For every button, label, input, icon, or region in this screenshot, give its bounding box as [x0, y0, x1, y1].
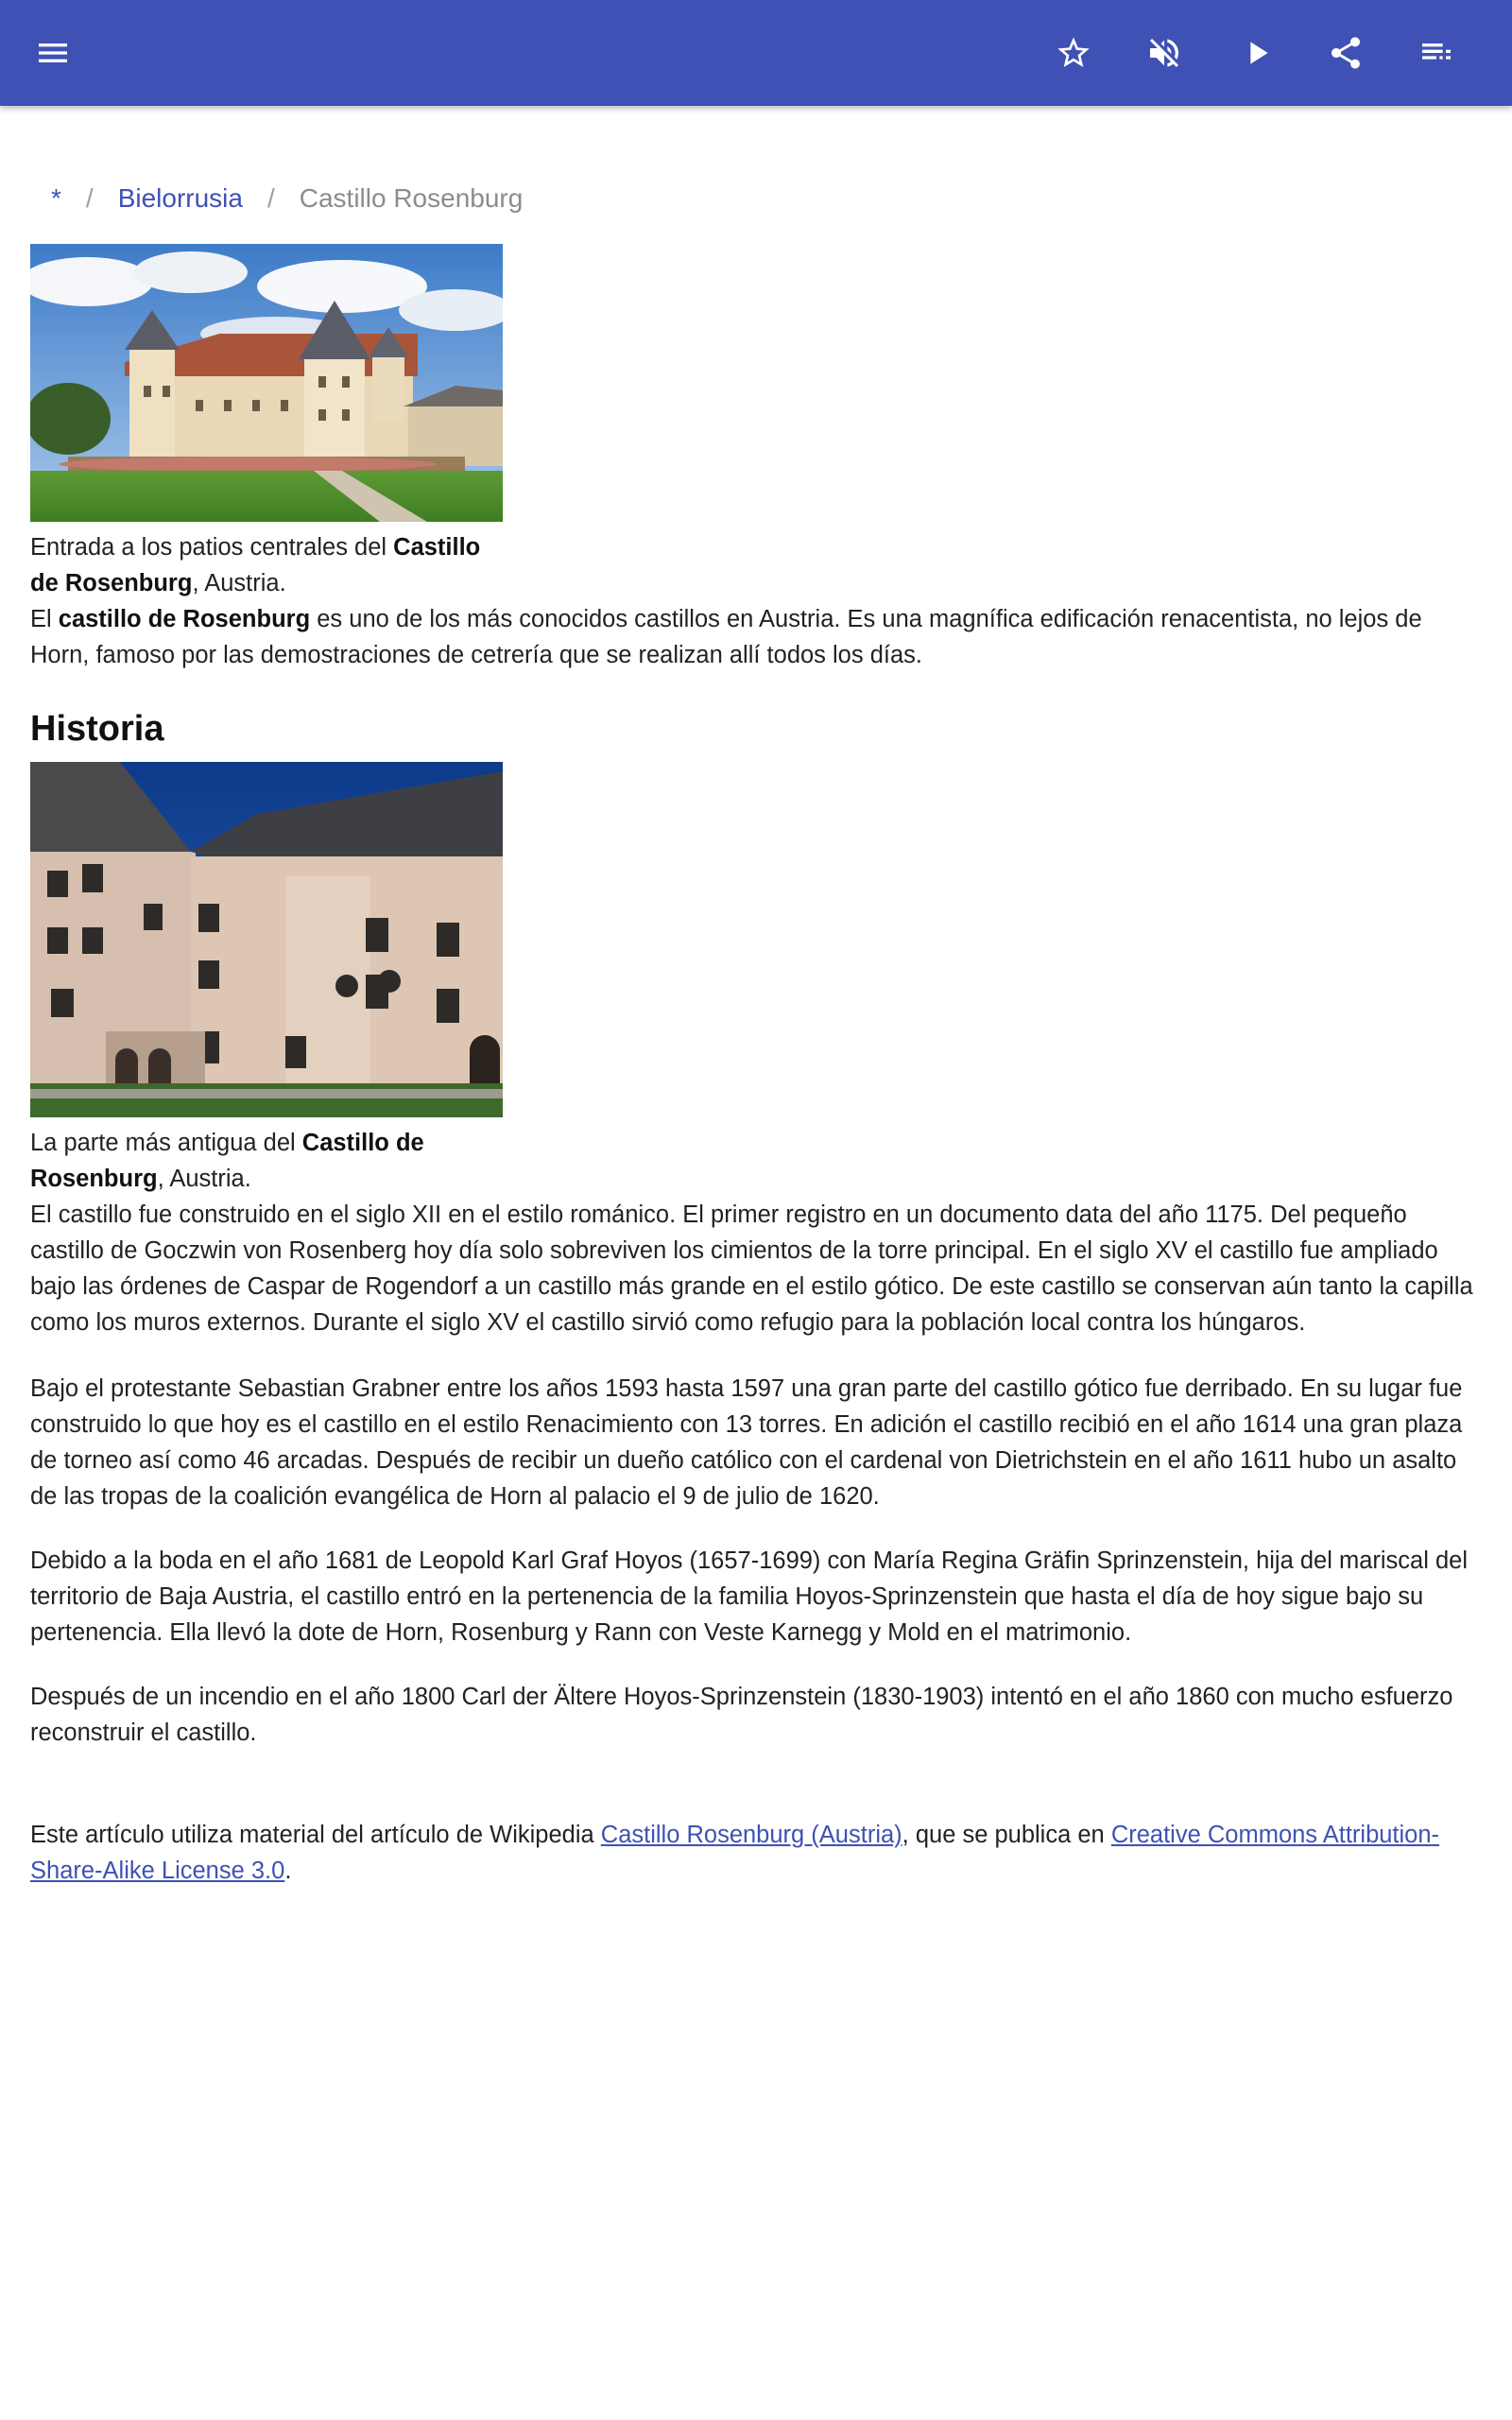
play-icon[interactable]: [1230, 26, 1283, 79]
history-paragraph: Bajo el protestante Sebastian Grabner entre los años 1593 hasta 1597 una gran parte del castillo gótico fue derribado. En su lugar fue construido lo que hoy es el castillo en el estilo Renacimiento con 13 torres. En adición el castillo recibió en el año 1614 una gran plaza de torneo así como 46 arcadas. Después de recibir un dueño católico con el cardenal von Dietrichstein en el año 1611 hubo un asalto de las tropas de la coalición evangélica de Horn al palacio el 9 de julio de 1620.: [30, 1375, 1463, 1510]
section-title-historia: Historia: [30, 709, 164, 749]
breadcrumb-parent[interactable]: Bielorrusia: [117, 183, 243, 213]
star-outline-icon[interactable]: [1047, 26, 1100, 79]
castle-entrance-photo[interactable]: [30, 244, 503, 522]
caption-text: La parte más antigua del: [30, 1130, 302, 1156]
app-bar: [0, 0, 1512, 106]
intro-bold: castillo de Rosenburg: [58, 606, 311, 632]
photo-caption: [30, 529, 503, 601]
attribution-text: Este artículo utiliza material del artículo de Wikipedia: [30, 1822, 601, 1848]
wikipedia-article-link[interactable]: Castillo Rosenburg (Austria): [600, 1822, 902, 1848]
caption-text: , Austria.: [157, 1166, 251, 1192]
breadcrumb: [30, 172, 523, 225]
volume-off-icon[interactable]: [1138, 26, 1191, 79]
caption-text: , Austria.: [192, 570, 286, 596]
caption-bold: Castillo de Rosenburg: [30, 1130, 424, 1192]
castle-courtyard-photo[interactable]: [30, 762, 503, 1117]
history-paragraph: Debido a la boda en el año 1681 de Leopold Karl Graf Hoyos (1657-1699) con María Regina Gräfin Sprinzenstein, hija del mariscal del territorio de Baja Austria, el castillo entró en la pertenencia de la familia Hoyos-Sprinzenstein que hasta el día de hoy sigue bajo su pertenencia. Ella llevó la dote de Horn, Rosenburg y Rann con Veste Karnegg y Mold en el matrimonio.: [30, 1547, 1468, 1646]
license-link[interactable]: Creative Commons Attribution-Share-Alike License 3.0: [30, 1822, 1440, 1884]
photo-caption: [30, 1125, 503, 1197]
history-paragraph: El castillo fue construido en el siglo XII en el estilo románico. El primer registro en un documento data del año 1175. Del pequeño castillo de Goczwin von Rosenberg hoy día solo sobreviven los cimientos de la torre principal. En el siglo XV el castillo fue ampliado bajo las órdenes de Caspar de Rogendorf a un castillo más grande en el estilo gótico. De este castillo se conservan aún tanto la capilla como los muros externos. Durante el siglo XV el castillo sirvió como refugio para la población local contra los húngaros.: [30, 1201, 1473, 1336]
breadcrumb-home[interactable]: *: [51, 183, 61, 213]
attribution-paragraph: [30, 1817, 1482, 1889]
history-paragraph: Después de un incendio en el año 1800 Carl der Ältere Hoyos-Sprinzenstein (1830-1903) intentó en el año 1860 con mucho esfuerzo reconstruir el castillo.: [30, 1684, 1453, 1746]
intro-text: El: [30, 606, 59, 632]
playlist-icon[interactable]: [1410, 26, 1463, 79]
breadcrumb-current: Castillo Rosenburg: [299, 183, 524, 213]
share-icon[interactable]: [1319, 26, 1372, 79]
breadcrumb-separator: /: [85, 183, 94, 213]
menu-icon[interactable]: [26, 26, 79, 79]
caption-text: Entrada a los patios centrales del: [30, 534, 394, 561]
intro-paragraph: [30, 601, 1482, 673]
intro-text: es uno de los más conocidos castillos en Austria. Es una magnífica edificación renacentista, no lejos de Horn, famoso por las demostraciones de cetrería que se realizan allí todos los días.: [30, 606, 1422, 668]
caption-bold: Castillo de Rosenburg: [30, 534, 481, 596]
attribution-text: , que se publica en: [902, 1822, 1111, 1848]
breadcrumb-separator: /: [266, 183, 275, 213]
attribution-text: .: [284, 1858, 292, 1884]
